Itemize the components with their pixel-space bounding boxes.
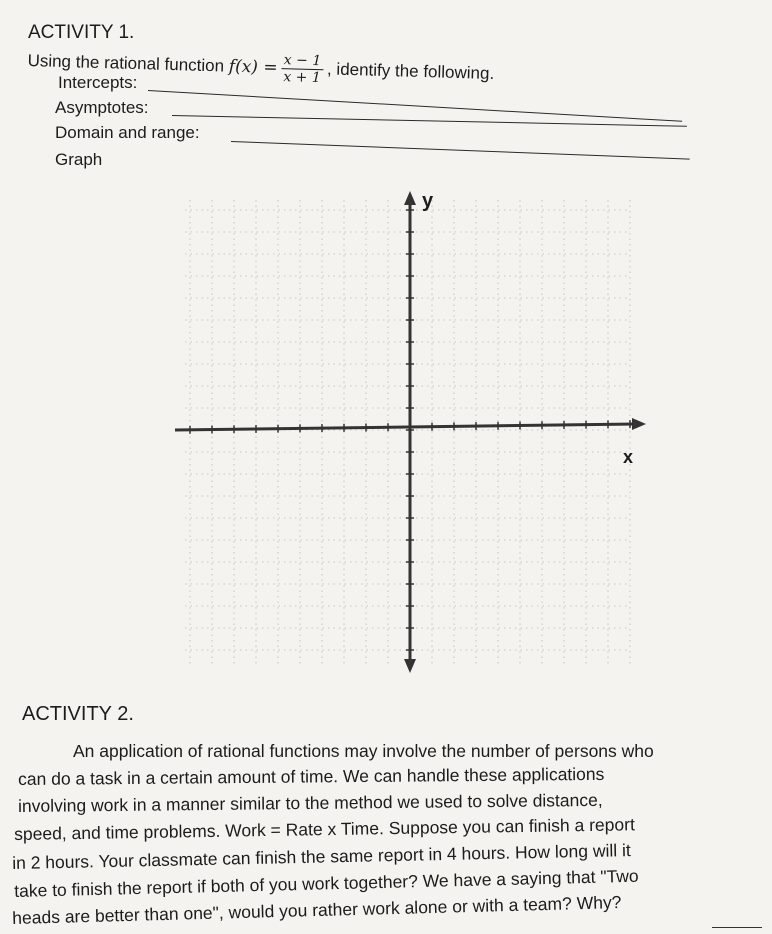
x-axis-line	[175, 424, 638, 430]
y-axis-arrow-down	[404, 659, 416, 673]
fraction-denominator: x + 1	[283, 69, 321, 87]
fraction-numerator: x − 1	[282, 53, 324, 70]
paragraph-line: in 2 hours. Your classmate can finish the same report in 4 hours. How long will it	[12, 840, 631, 873]
graph-axes	[175, 191, 646, 673]
function-lhs: f(x) =	[228, 56, 278, 78]
trailing-underline	[712, 927, 762, 928]
domain-range-label: Domain and range:	[55, 123, 200, 142]
paragraph-line: can do a task in a certain amount of time. We can handle these applications	[18, 763, 605, 789]
graph-grid	[185, 200, 630, 665]
coordinate-graph[interactable]	[160, 185, 650, 675]
domain-range-answer-line[interactable]	[231, 141, 690, 160]
paragraph-line: heads are better than one", would you rather work alone or with a team? Why?	[12, 892, 622, 928]
activity2-title: ACTIVITY 2.	[22, 703, 134, 725]
y-axis-label: y	[422, 190, 434, 212]
x-axis-arrow-right	[632, 418, 646, 430]
paragraph-line: take to finish the report if both of you work together? We have a saying that "Two	[14, 865, 639, 901]
paragraph-line: speed, and time problems. Work = Rate x Time. Suppose you can finish a report	[14, 814, 636, 844]
y-axis-arrow-up	[404, 191, 416, 205]
asymptotes-label: Asymptotes:	[55, 98, 149, 117]
activity1-title: ACTIVITY 1.	[28, 22, 135, 43]
instruction-text-after: , identify the following.	[326, 59, 495, 84]
paragraph-line: An application of rational functions may involve the number of persons who	[73, 741, 654, 761]
rational-fraction	[281, 53, 323, 85]
x-axis-label: x	[623, 447, 634, 467]
paragraph-line: involving work in a manner similar to the method we used to solve distance,	[18, 789, 603, 816]
graph-label: Graph	[55, 150, 103, 169]
instruction-text-before: Using the rational function	[27, 50, 230, 76]
intercepts-label: Intercepts:	[58, 73, 138, 92]
